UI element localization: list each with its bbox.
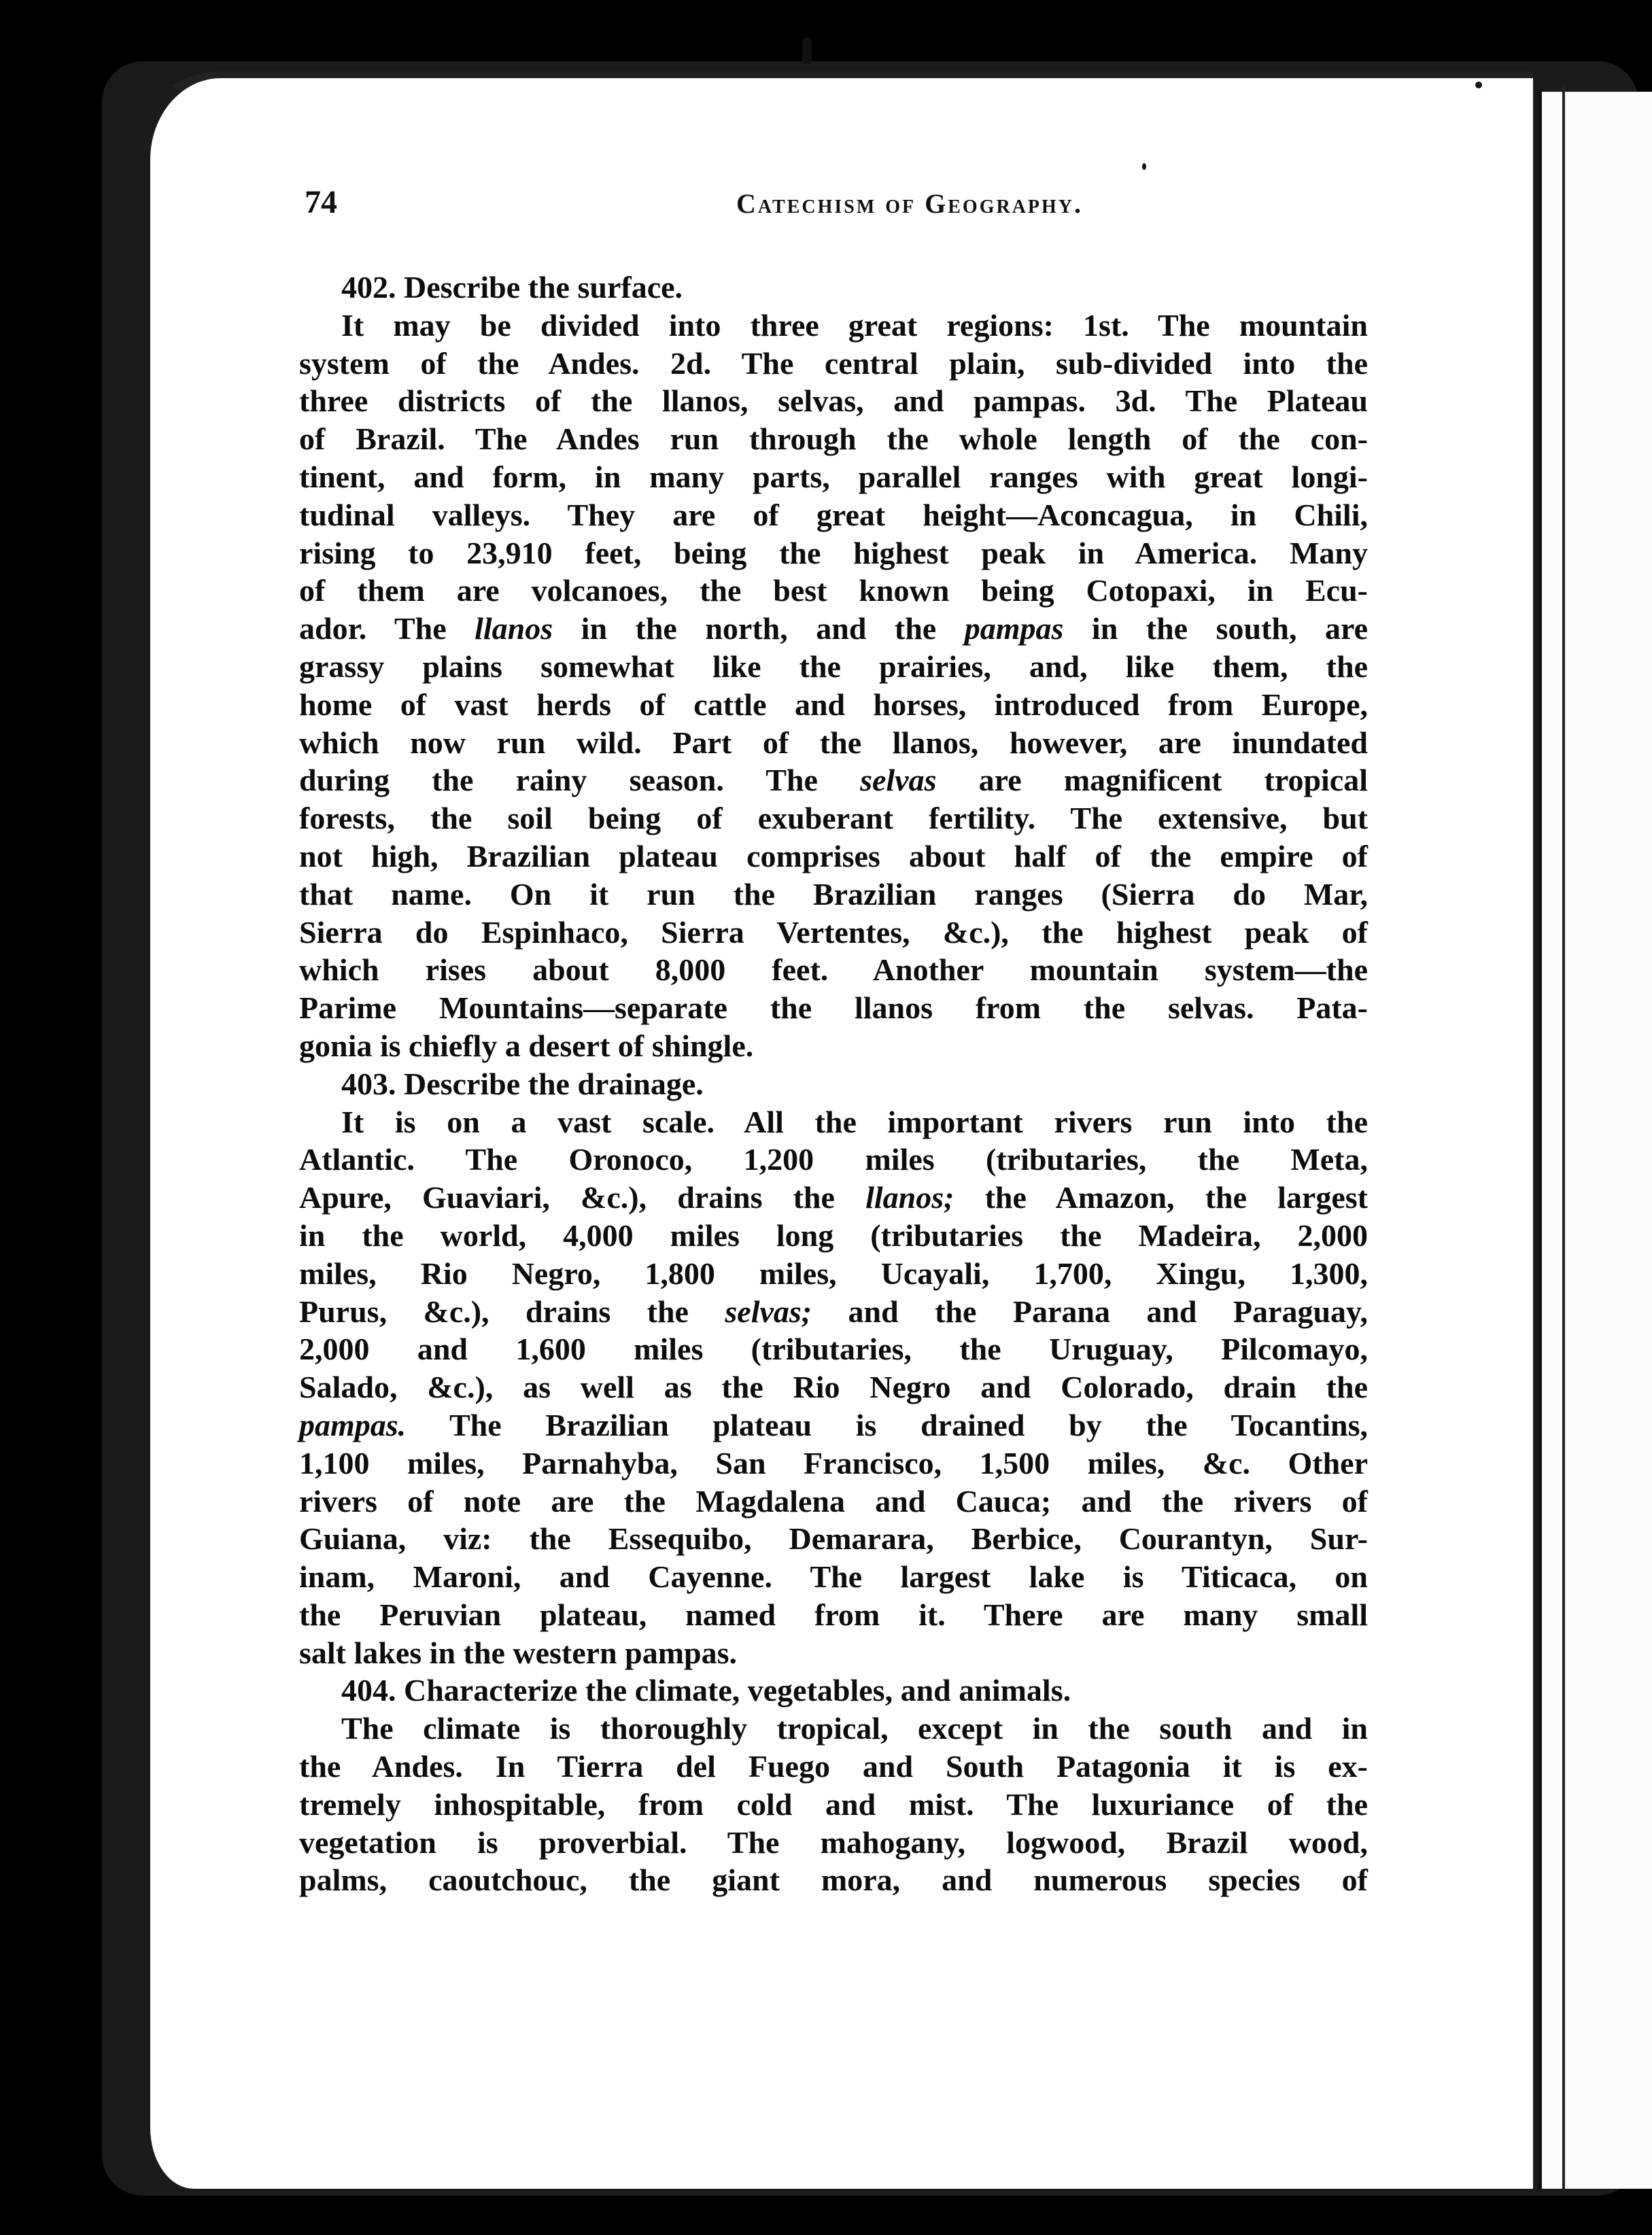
question-line: 403. Describe the drainage. — [341, 1066, 704, 1101]
text-line: Atlantic. The Oronoco, 1,200 miles (tributaries, the Meta, — [299, 1142, 1368, 1177]
text-line: system of the Andes. 2d. The central plain, sub-divided into the — [299, 345, 1368, 381]
text-line: of Brazil. The Andes run through the whole length of the con- — [299, 421, 1368, 457]
text-line: Guiana, viz: the Essequibo, Demarara, Berbice, Courantyn, Sur- — [299, 1521, 1368, 1557]
question-line: 404. Characterize the climate, vegetables, and animals. — [341, 1673, 1071, 1708]
italic-term: llanos — [475, 611, 553, 646]
text-line: 1,100 miles, Parnahyba, San Francisco, 1,500 miles, &c. Other — [299, 1445, 1368, 1480]
text-line: in the world, 4,000 miles long (tributaries the Madeira, 2,000 — [299, 1217, 1368, 1253]
italic-term: llanos; — [865, 1180, 954, 1215]
text-line: rising to 23,910 feet, being the highest peak in America. Many — [299, 535, 1368, 570]
text-line: which rises about 8,000 feet. Another mountain system—the — [299, 952, 1368, 988]
scan-speck — [802, 37, 812, 65]
text-line: gonia is chiefly a desert of shingle. — [299, 1028, 754, 1063]
text-span: the Amazon, the largest — [954, 1180, 1368, 1215]
text-line: It is on a vast scale. All the important rivers run into the — [341, 1104, 1368, 1139]
text-line: tinent, and form, in many parts, parallel ranges with great longi- — [299, 459, 1368, 494]
italic-term: pampas — [964, 611, 1064, 646]
text-span: The Brazilian plateau is drained by the Tocantins, — [406, 1407, 1368, 1442]
text-line: vegetation is proverbial. The mahogany, logwood, Brazil wood, — [299, 1824, 1368, 1860]
text-line: not high, Brazilian plateau comprises about half of the empire of — [299, 838, 1368, 873]
text-span: Apure, Guaviari, &c.), drains the — [299, 1180, 866, 1215]
text-line: Salado, &c.), as well as the Rio Negro and Colorado, drain the — [299, 1370, 1368, 1405]
text-line: home of vast herds of cattle and horses, introduced from Europe, — [299, 687, 1368, 722]
page-gutter-line — [1562, 85, 1565, 2192]
italic-term: pampas. — [299, 1407, 407, 1442]
text-line: that name. On it run the Brazilian ranges (Sierra do Mar, — [299, 876, 1368, 912]
text-line: tremely inhospitable, from cold and mist. The luxuriance of the — [299, 1786, 1368, 1822]
text-line: Parime Mountains—separate the llanos from the selvas. Pata- — [299, 990, 1368, 1026]
text-line: grassy plains somewhat like the prairies, and, like them, the — [299, 648, 1368, 684]
text-span: Purus, &c.), drains the — [299, 1294, 725, 1329]
italic-term: selvas — [860, 763, 937, 798]
italic-term: selvas; — [725, 1294, 812, 1329]
text-line — [299, 761, 1368, 799]
text-line — [299, 1293, 1368, 1331]
text-line: of them are volcanoes, the best known being Cotopaxi, in Ecu- — [299, 573, 1368, 608]
text-line: miles, Rio Negro, 1,800 miles, Ucayali, 1,700, Xingu, 1,300, — [299, 1255, 1368, 1291]
text-line: tudinal valleys. They are of great height—Aconcagua, in Chili, — [299, 497, 1368, 532]
facing-page-edge — [1538, 92, 1652, 2189]
running-head: Catechism of Geography. — [736, 188, 1084, 219]
text-span: and the Parana and Paraguay, — [812, 1294, 1368, 1329]
text-line — [299, 1406, 1368, 1444]
text-span: ador. The — [299, 611, 475, 646]
text-line — [299, 610, 1368, 648]
page-number: 74 — [305, 184, 337, 220]
text-line: the Peruvian plateau, named from it. There are many small — [299, 1597, 1368, 1632]
text-line: forests, the soil being of exuberant fertility. The extensive, but — [299, 801, 1368, 836]
text-line: Sierra do Espinhaco, Sierra Vertentes, &c.), the highest peak of — [299, 914, 1368, 950]
text-line: palms, caoutchouc, the giant mora, and numerous species of — [299, 1862, 1368, 1898]
text-line: The climate is thoroughly tropical, except in the south and in — [341, 1711, 1368, 1746]
text-line: It may be divided into three great regions: 1st. The mountain — [341, 307, 1368, 343]
question-line: 402. Describe the surface. — [341, 270, 683, 305]
text-line: inam, Maroni, and Cayenne. The largest lake is Titicaca, on — [299, 1559, 1368, 1595]
text-span: in the south, are — [1063, 611, 1368, 646]
body-text — [299, 268, 1368, 1899]
text-line: which now run wild. Part of the llanos, however, are inundated — [299, 725, 1368, 760]
page-header — [305, 184, 1365, 238]
scan-speck — [1475, 82, 1482, 88]
text-line: salt lakes in the western pampas. — [299, 1635, 738, 1670]
text-line: three districts of the llanos, selvas, and pampas. 3d. The Plateau — [299, 383, 1368, 419]
text-line: the Andes. In Tierra del Fuego and South Patagonia it is ex- — [299, 1749, 1368, 1784]
text-line: rivers of note are the Magdalena and Cauca; and the rivers of — [299, 1483, 1368, 1519]
text-span: in the north, and the — [553, 611, 965, 646]
text-span: during the rainy season. The — [299, 763, 861, 798]
text-line: 2,000 and 1,600 miles (tributaries, the Uruguay, Pilcomayo, — [299, 1332, 1368, 1367]
text-line — [299, 1179, 1368, 1217]
scan-speck — [1142, 163, 1146, 170]
text-span: are magnificent tropical — [936, 763, 1369, 798]
